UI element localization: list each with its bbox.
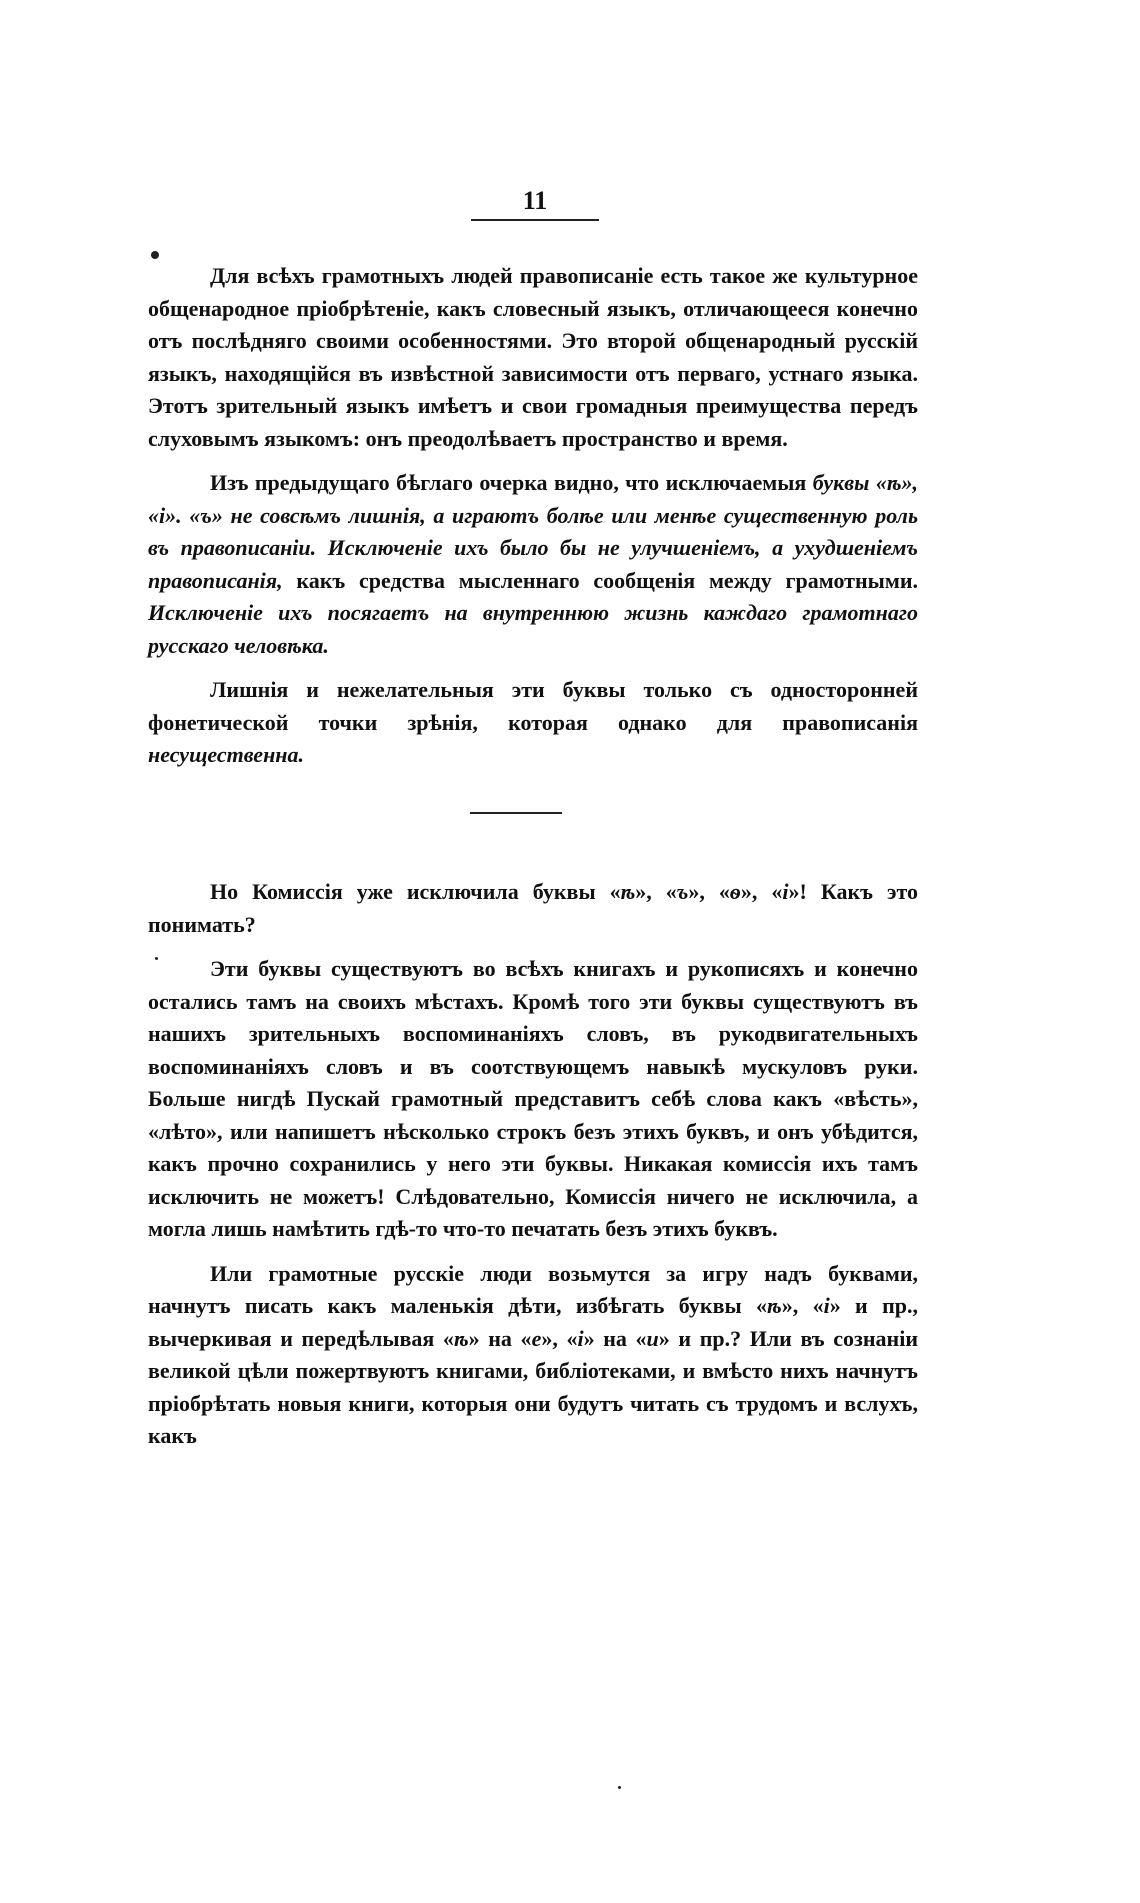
paragraph-3: Лишнія и нежелательныя эти буквы только съ односторонней фонетической точки зрѣнія, которая однако для правописанія несущественна.: [148, 677, 918, 767]
ink-speck-mark: [618, 1786, 621, 1789]
page-number-rule: [471, 219, 599, 221]
ink-dot-mark: [151, 251, 159, 259]
paragraph-4: Но Комиссія уже исключила буквы «ѣ», «ъ», «ѳ», «і»! Какъ это понимать?: [148, 879, 919, 937]
text-section-1: [148, 260, 918, 772]
section-divider: [470, 812, 562, 814]
page-number: 11: [522, 186, 548, 215]
paragraph-6: Или грамотные русскіе люди возьмутся за игру надъ буквами, начнутъ писать какъ маленькія дѣти, избѣгать буквы «ѣ», «і» и пр., вычеркивая и передѣлывая «ѣ» на «е», «і» на «и» и пр.? Или въ сознаніи великой цѣли пожертвуютъ книгами, библіотеками, и вмѣсто нихъ начнутъ пріобрѣтать новыя книги, которыя они будутъ читать съ трудомъ и вслухъ, какъ: [148, 1260, 919, 1448]
paragraph-5: Эти буквы существуютъ во всѣхъ книгахъ и рукописяхъ и конечно остались тамъ на своихъ мѣстахъ. Кромѣ того эти буквы существуютъ въ нашихъ зрительныхъ воспоминаніяхъ словъ, въ рукодвигательныхъ воспоминаніяхъ словъ и въ соотствующемъ навыкѣ мускуловъ руки. Больше нигдѣ Пускай грамотный представитъ себѣ слова какъ «вѣсть», «лѣто», или напишетъ нѣсколько строкъ безъ этихъ буквъ, и онъ убѣдится, какъ прочно сохранились у него эти буквы. Никакая комиссія ихъ тамъ исключить не можетъ! Слѣдовательно, Комиссія ничего не исключила, а могла лишь намѣтить гдѣ-то что-то печатать безъ этихъ буквъ.: [148, 956, 918, 1241]
ink-speck-mark: [155, 957, 158, 960]
paragraph-2: Изъ предыдущаго бѣглаго очерка видно, что исключаемыя буквы «ѣ», «і». «ъ» не совсѣмъ лишнія, а играютъ болѣе или менѣе существенную роль въ правописаніи. Исключеніе ихъ было бы не улучшеніемъ, а ухудшеніемъ правописанія, какъ средства мысленнаго сообщенія между грамотными. Исключеніе ихъ посягаетъ на внутреннюю жизнь каждаго грамотнаго русскаго человѣка.: [148, 470, 918, 658]
paragraph-1: Для всѣхъ грамотныхъ людей правописаніе есть такое же культурное общенародное пріобрѣтеніе, какъ словесный языкъ, отличающееся конечно отъ послѣдняго своими особенностями. Это второй общенародный русскій языкъ, находящійся въ извѣстной зависимости отъ перваго, устнаго языка. Этотъ зрительный языкъ имѣетъ и свои громадныя преимущества передъ слуховымъ языкомъ: онъ преодолѣваетъ пространство и время.: [148, 263, 918, 451]
text-section-2: [148, 876, 918, 1453]
